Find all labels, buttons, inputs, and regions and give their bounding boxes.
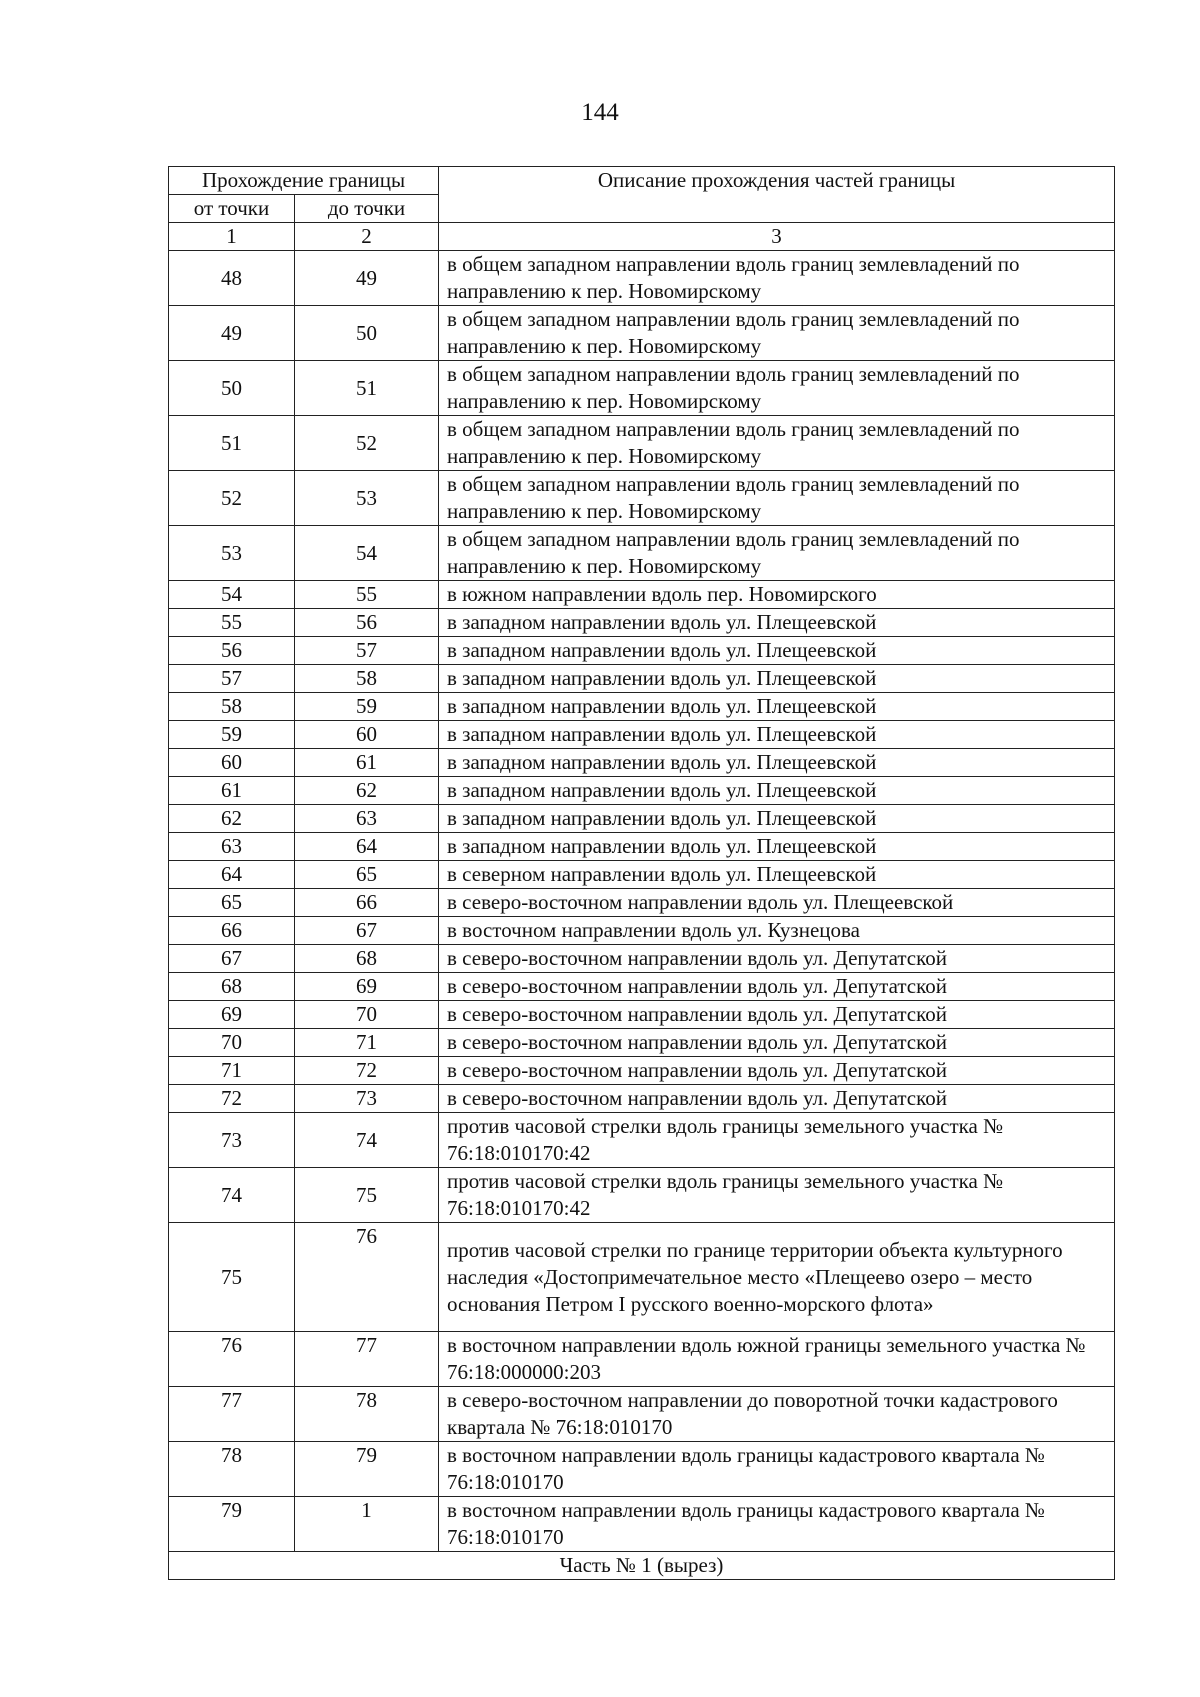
- description-cell: в восточном направлении вдоль ул. Кузнецова: [439, 917, 1115, 945]
- table-row: [169, 805, 1115, 833]
- description-cell: в западном направлении вдоль ул. Плещеевской: [439, 833, 1115, 861]
- table-row: [169, 1057, 1115, 1085]
- from-point-cell: 49: [169, 306, 295, 361]
- table-row: [169, 1029, 1115, 1057]
- to-point-cell: 50: [295, 306, 439, 361]
- to-point-cell: 62: [295, 777, 439, 805]
- table-row: [169, 861, 1115, 889]
- to-point-cell: 63: [295, 805, 439, 833]
- to-point-cell: 53: [295, 471, 439, 526]
- table-row: [169, 973, 1115, 1001]
- from-point-cell: 79: [169, 1497, 295, 1552]
- to-point-cell: 56: [295, 609, 439, 637]
- table-row: [169, 306, 1115, 361]
- to-point-cell: 79: [295, 1442, 439, 1497]
- to-point-cell: 59: [295, 693, 439, 721]
- to-point-cell: 74: [295, 1113, 439, 1168]
- description-cell: в общем западном направлении вдоль границ землевладений по направлению к пер. Новомирскому: [439, 471, 1115, 526]
- header-from-point: от точки: [169, 195, 295, 223]
- to-point-cell: 71: [295, 1029, 439, 1057]
- from-point-cell: 71: [169, 1057, 295, 1085]
- to-point-cell: 57: [295, 637, 439, 665]
- from-point-cell: 57: [169, 665, 295, 693]
- description-cell: в северном направлении вдоль ул. Плещеевской: [439, 861, 1115, 889]
- description-cell: в восточном направлении вдоль южной границы земельного участка № 76:18:000000:203: [439, 1332, 1115, 1387]
- from-point-cell: 53: [169, 526, 295, 581]
- description-cell: в общем западном направлении вдоль границ землевладений по направлению к пер. Новомирскому: [439, 361, 1115, 416]
- description-cell: в общем западном направлении вдоль границ землевладений по направлению к пер. Новомирскому: [439, 416, 1115, 471]
- to-point-cell: 69: [295, 973, 439, 1001]
- to-point-cell: 67: [295, 917, 439, 945]
- from-point-cell: 75: [169, 1223, 295, 1332]
- table-row: [169, 581, 1115, 609]
- description-cell: в южном направлении вдоль пер. Новомирского: [439, 581, 1115, 609]
- table-row: [169, 526, 1115, 581]
- description-cell: в западном направлении вдоль ул. Плещеевской: [439, 749, 1115, 777]
- from-point-cell: 69: [169, 1001, 295, 1029]
- table-row: [169, 1085, 1115, 1113]
- from-point-cell: 48: [169, 251, 295, 306]
- to-point-cell: 55: [295, 581, 439, 609]
- table-row: [169, 1497, 1115, 1552]
- to-point-cell: 52: [295, 416, 439, 471]
- description-cell: в общем западном направлении вдоль границ землевладений по направлению к пер. Новомирскому: [439, 251, 1115, 306]
- table-row: [169, 471, 1115, 526]
- boundary-table: [168, 166, 1115, 1580]
- description-cell: в западном направлении вдоль ул. Плещеевской: [439, 609, 1115, 637]
- description-cell: в восточном направлении вдоль границы кадастрового квартала № 76:18:010170: [439, 1442, 1115, 1497]
- description-cell: в западном направлении вдоль ул. Плещеевской: [439, 637, 1115, 665]
- description-cell: против часовой стрелки по границе территории объекта культурного наследия «Достопримечательное место «Плещеево озеро – место основания Петром I русского военно-морского флота»: [439, 1223, 1115, 1332]
- description-cell: в общем западном направлении вдоль границ землевладений по направлению к пер. Новомирскому: [439, 306, 1115, 361]
- description-cell: в северо-восточном направлении вдоль ул. Депутатской: [439, 945, 1115, 973]
- from-point-cell: 54: [169, 581, 295, 609]
- from-point-cell: 77: [169, 1387, 295, 1442]
- to-point-cell: 68: [295, 945, 439, 973]
- table-row: [169, 1223, 1115, 1332]
- to-point-cell: 64: [295, 833, 439, 861]
- description-cell: в северо-восточном направлении вдоль ул. Депутатской: [439, 1057, 1115, 1085]
- to-point-cell: 77: [295, 1332, 439, 1387]
- to-point-cell: 58: [295, 665, 439, 693]
- from-point-cell: 67: [169, 945, 295, 973]
- to-point-cell: 78: [295, 1387, 439, 1442]
- from-point-cell: 70: [169, 1029, 295, 1057]
- to-point-cell: 51: [295, 361, 439, 416]
- from-point-cell: 50: [169, 361, 295, 416]
- table-row: [169, 1168, 1115, 1223]
- table-row: [169, 749, 1115, 777]
- to-point-cell: 72: [295, 1057, 439, 1085]
- header-passage: Прохождение границы: [169, 167, 439, 195]
- from-point-cell: 55: [169, 609, 295, 637]
- table-row: [169, 251, 1115, 306]
- description-cell: в западном направлении вдоль ул. Плещеевской: [439, 693, 1115, 721]
- description-cell: в северо-восточном направлении вдоль ул. Депутатской: [439, 1001, 1115, 1029]
- table-row: [169, 416, 1115, 471]
- from-point-cell: 64: [169, 861, 295, 889]
- description-cell: в общем западном направлении вдоль границ землевладений по направлению к пер. Новомирскому: [439, 526, 1115, 581]
- to-point-cell: 76: [295, 1223, 439, 1332]
- table-row: [169, 665, 1115, 693]
- to-point-cell: 70: [295, 1001, 439, 1029]
- description-cell: в северо-восточном направлении вдоль ул. Депутатской: [439, 1029, 1115, 1057]
- from-point-cell: 51: [169, 416, 295, 471]
- from-point-cell: 78: [169, 1442, 295, 1497]
- page-number: 144: [581, 99, 619, 126]
- table-row: [169, 1332, 1115, 1387]
- from-point-cell: 65: [169, 889, 295, 917]
- table-row: [169, 1113, 1115, 1168]
- description-cell: в северо-восточном направлении вдоль ул. Депутатской: [439, 1085, 1115, 1113]
- header-col-3: 3: [439, 223, 1115, 251]
- to-point-cell: 60: [295, 721, 439, 749]
- table-row: [169, 1387, 1115, 1442]
- header-col-2: 2: [295, 223, 439, 251]
- header-col-1: 1: [169, 223, 295, 251]
- table-row: [169, 637, 1115, 665]
- from-point-cell: 52: [169, 471, 295, 526]
- from-point-cell: 68: [169, 973, 295, 1001]
- from-point-cell: 76: [169, 1332, 295, 1387]
- table-row: [169, 917, 1115, 945]
- table-row: [169, 721, 1115, 749]
- to-point-cell: 61: [295, 749, 439, 777]
- to-point-cell: 75: [295, 1168, 439, 1223]
- from-point-cell: 58: [169, 693, 295, 721]
- table-row: [169, 361, 1115, 416]
- description-cell: в северо-восточном направлении вдоль ул. Депутатской: [439, 973, 1115, 1001]
- table-row: [169, 833, 1115, 861]
- table-row: [169, 1001, 1115, 1029]
- from-point-cell: 74: [169, 1168, 295, 1223]
- description-cell: в восточном направлении вдоль границы кадастрового квартала № 76:18:010170: [439, 1497, 1115, 1552]
- from-point-cell: 63: [169, 833, 295, 861]
- description-cell: в северо-восточном направлении вдоль ул. Плещеевской: [439, 889, 1115, 917]
- description-cell: против часовой стрелки вдоль границы земельного участка № 76:18:010170:42: [439, 1168, 1115, 1223]
- to-point-cell: 49: [295, 251, 439, 306]
- from-point-cell: 72: [169, 1085, 295, 1113]
- to-point-cell: 66: [295, 889, 439, 917]
- table-footer: Часть № 1 (вырез): [169, 1552, 1115, 1580]
- table-row: [169, 777, 1115, 805]
- from-point-cell: 61: [169, 777, 295, 805]
- table-row: [169, 889, 1115, 917]
- table-row: [169, 945, 1115, 973]
- from-point-cell: 59: [169, 721, 295, 749]
- to-point-cell: 1: [295, 1497, 439, 1552]
- table-body: [169, 251, 1115, 1552]
- from-point-cell: 66: [169, 917, 295, 945]
- description-cell: в западном направлении вдоль ул. Плещеевской: [439, 721, 1115, 749]
- header-description: Описание прохождения частей границы: [439, 167, 1115, 223]
- table-row: [169, 693, 1115, 721]
- description-cell: в западном направлении вдоль ул. Плещеевской: [439, 805, 1115, 833]
- from-point-cell: 62: [169, 805, 295, 833]
- from-point-cell: 73: [169, 1113, 295, 1168]
- description-cell: в северо-восточном направлении до поворотной точки кадастрового квартала № 76:18:010170: [439, 1387, 1115, 1442]
- to-point-cell: 54: [295, 526, 439, 581]
- header-to-point: до точки: [295, 195, 439, 223]
- description-cell: в западном направлении вдоль ул. Плещеевской: [439, 777, 1115, 805]
- from-point-cell: 60: [169, 749, 295, 777]
- table-row: [169, 1442, 1115, 1497]
- from-point-cell: 56: [169, 637, 295, 665]
- description-cell: против часовой стрелки вдоль границы земельного участка № 76:18:010170:42: [439, 1113, 1115, 1168]
- to-point-cell: 73: [295, 1085, 439, 1113]
- to-point-cell: 65: [295, 861, 439, 889]
- table-row: [169, 609, 1115, 637]
- description-cell: в западном направлении вдоль ул. Плещеевской: [439, 665, 1115, 693]
